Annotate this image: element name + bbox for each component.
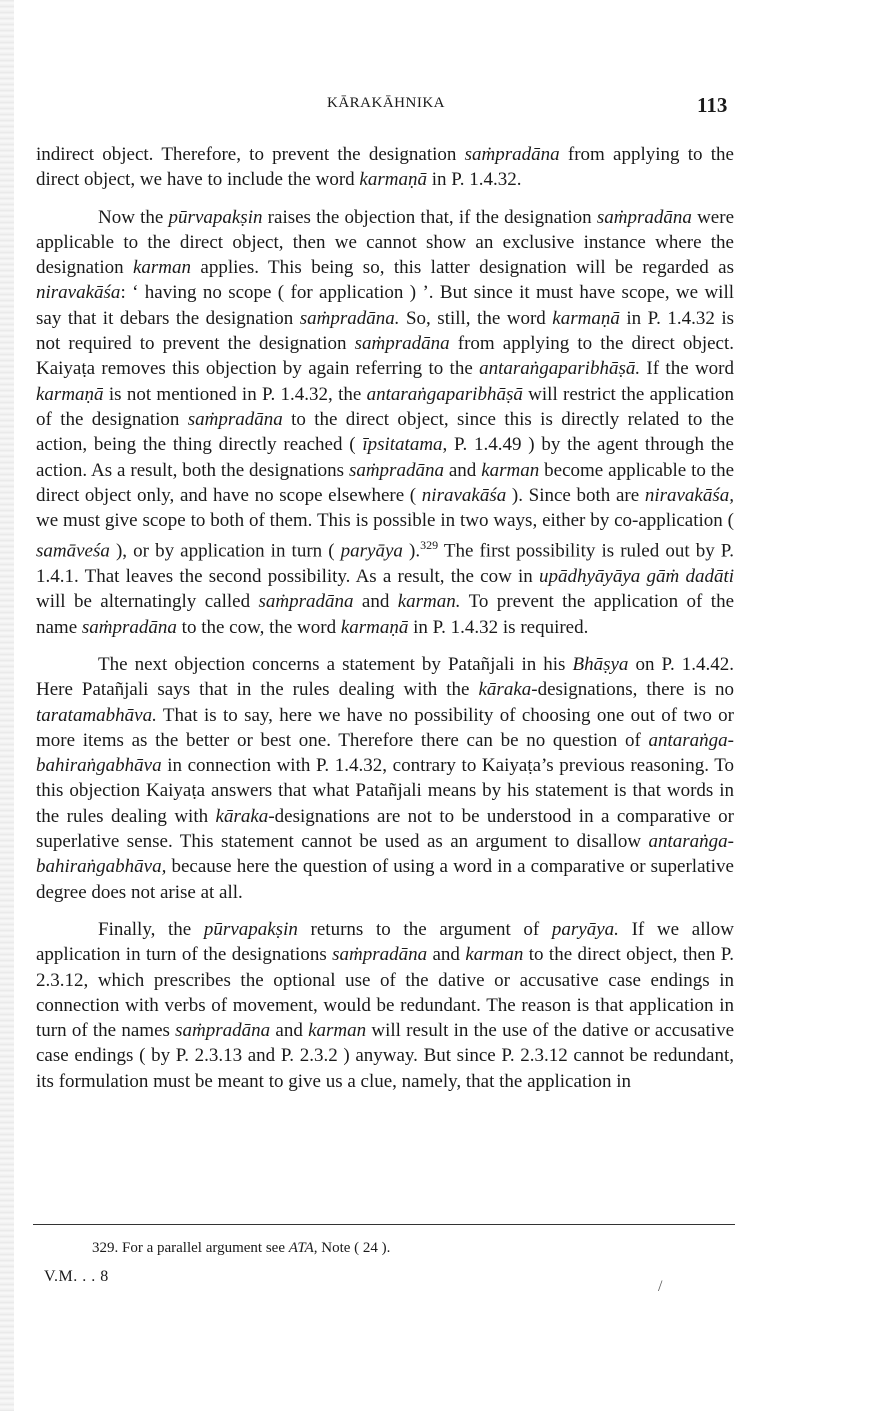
italic-term: saṁpradāna [354, 333, 450, 355]
text-run: 329. For a parallel argument see [92, 1240, 289, 1256]
body-text [36, 142, 734, 1094]
italic-term: saṁpradāna [596, 206, 692, 228]
text-run: and [353, 591, 398, 613]
text-run: The first possibility is ruled out by P. 1.4.1. That leaves the second possibility. As a result, the cow in [36, 540, 735, 588]
italic-term: pūrvapakṣin [203, 918, 298, 940]
text-run: to the direct object, then P. 2.3.12, which prescribes the optional use of the dative or accusative case endings in connection with verbs of movement, would be redundant. The reason is that application in turn of the names [36, 944, 734, 1042]
text-run: is not mentioned in P. 1.4.32, the [103, 383, 367, 405]
italic-term: saṁpradāna. [299, 307, 400, 329]
text-run: That is to say, here we have no possibility of choosing one out of two or more items as the better or best one. Therefore there can be no question of [36, 704, 734, 751]
stray-pen-mark: / [658, 1278, 663, 1295]
text-run: , Note ( 24 ). [313, 1240, 391, 1256]
text-run: from applying to the direct object. Kaiyaṭa removes this objection by again referring to the [36, 333, 734, 380]
text-run: and [443, 459, 482, 481]
text-run: in P. 1.4.32 is not required to prevent the designation [36, 307, 734, 355]
italic-term: antaraṅgaparibhāṣā [366, 383, 523, 405]
text-run: returns to the argument of [297, 918, 552, 940]
text-run: and [427, 944, 466, 966]
italic-term: niravakāśa [36, 282, 121, 304]
text-run: in connection with P. 1.4.32, contrary to Kaiyaṭa’s previous reasoning. To this objection Kaiyaṭa answers that what Patañjali means by his statement is that words in the rules dealing with [36, 755, 734, 827]
italic-term: karmaṇā [552, 307, 620, 329]
text-run: on P. 1.4.42. Here Patañjali says that in the rules dealing with the [36, 653, 734, 701]
text-run: ). [402, 540, 421, 562]
italic-term: karman. [397, 591, 461, 613]
italic-term: saṁpradāna [348, 459, 444, 481]
italic-term: taratamabhāva. [36, 704, 157, 726]
text-run: because here the question of using a word in a comparative or superlative degree does not arise at all. [36, 856, 734, 903]
text-run: If the word [640, 358, 734, 380]
italic-term: karman [308, 1020, 367, 1042]
text-run: will restrict the application of the designation [36, 383, 735, 430]
italic-term: karman [481, 459, 540, 481]
text-run: to the cow, the word [176, 616, 341, 638]
italic-term: īpsitatama [362, 434, 443, 456]
italic-term: antaraṅga-bahiraṅgabhāva, [36, 831, 734, 878]
text-run: Now the [98, 206, 169, 228]
italic-term: saṁpradāna [332, 944, 428, 966]
text-run: -designations are not to be understood in a comparative or superlative sense. This statement cannot be used as an argument to disallow [36, 805, 734, 853]
text-run: applies. This being so, this latter designation will be regarded as [191, 257, 734, 279]
italic-term: ATA [288, 1240, 314, 1256]
text-run: -designations, there is no [531, 679, 734, 701]
italic-term: karmaṇā [359, 169, 427, 191]
text-run: will result in the use of the dative or accusative case endings ( by P. 2.3.13 and P. 2.3.2 ) anyway. But since P. 2.3.12 cannot be redundant, its formulation must be meant to give us a clue, namely, that the application in [36, 1020, 735, 1092]
text-run: were applicable to the direct object, then we cannot show an exclusive instance where the designation [36, 206, 734, 279]
paragraph [36, 917, 734, 1094]
footnote [92, 1238, 732, 1258]
italic-term: karmaṇā [36, 383, 104, 405]
text-run: from applying to the direct object, we have to include the word [36, 144, 734, 191]
text-run: ). Since both are [506, 484, 645, 506]
italic-term: paryāya. [551, 918, 619, 940]
footnote-rule [33, 1224, 735, 1225]
italic-term: paryāya [340, 540, 403, 562]
italic-term: saṁpradāna [187, 408, 283, 430]
italic-term: niravakāśa, [644, 484, 735, 506]
text-run: become applicable to the direct object only, and have no scope elsewhere ( [36, 459, 735, 506]
text-run: in P. 1.4.32. [426, 169, 522, 191]
italic-term: pūrvapakṣin [168, 206, 263, 228]
italic-term: karmaṇā [340, 616, 409, 638]
italic-term: kāraka [215, 805, 269, 827]
footnote-ref: 329 [420, 538, 439, 553]
italic-term: upādhyāyāya gāṁ dadāti [539, 566, 734, 588]
italic-term: karman [132, 257, 192, 279]
text-run: indirect object. Therefore, to prevent the designation [36, 144, 465, 165]
italic-term: saṁpradāna [175, 1020, 271, 1042]
text-run: in P. 1.4.32 is required. [408, 616, 589, 638]
text-run: , P. 1.4.49 ) by the agent through the action. As a result, both the designations [36, 434, 734, 481]
italic-term: saṁpradāna [81, 616, 177, 638]
italic-term: saṁpradāna [258, 591, 354, 613]
text-run: to the direct object, since this is directly related to the action, being the thing directly reached ( [36, 408, 734, 456]
text-run: : ‘ having no scope ( for application ) ’. But since it must have scope, we will say that it debars the designation [36, 282, 734, 329]
text-run: If we allow application in turn of the designations [36, 918, 734, 966]
page-number: 113 [697, 93, 728, 117]
paragraph [36, 652, 734, 905]
italic-term: kāraka [478, 679, 532, 701]
running-head: KĀRAKĀHNIKA [327, 95, 445, 111]
text-run: ), or by application in turn ( [109, 540, 341, 562]
text-run: Finally, the [98, 918, 204, 940]
text-run: To prevent the application of the name [36, 591, 734, 638]
text-run: The next objection concerns a statement by Patañjali in his [98, 653, 573, 675]
paragraph [36, 142, 734, 193]
paragraph [36, 205, 734, 640]
italic-term: antaraṅga-bahiraṅgabhāva [36, 729, 734, 777]
signature-mark: V.M. . . 8 [44, 1268, 109, 1285]
scanned-page-edge [0, 0, 14, 1411]
text-run: and [270, 1020, 309, 1042]
italic-term: samāveśa [36, 540, 110, 562]
italic-term: niravakāśa [421, 484, 507, 506]
italic-term: saṁpradāna [464, 144, 560, 165]
text-run: will be alternatingly called [36, 591, 259, 613]
text-run: raises the objection that, if the designation [262, 206, 597, 228]
italic-term: antaraṅgaparibhāṣā. [479, 358, 641, 380]
text-run: So, still, the word [399, 307, 553, 329]
italic-term: karman [465, 944, 524, 966]
italic-term: Bhāṣya [572, 653, 629, 675]
text-run: we must give scope to both of them. This is possible in two ways, either by co-application ( [36, 510, 734, 532]
